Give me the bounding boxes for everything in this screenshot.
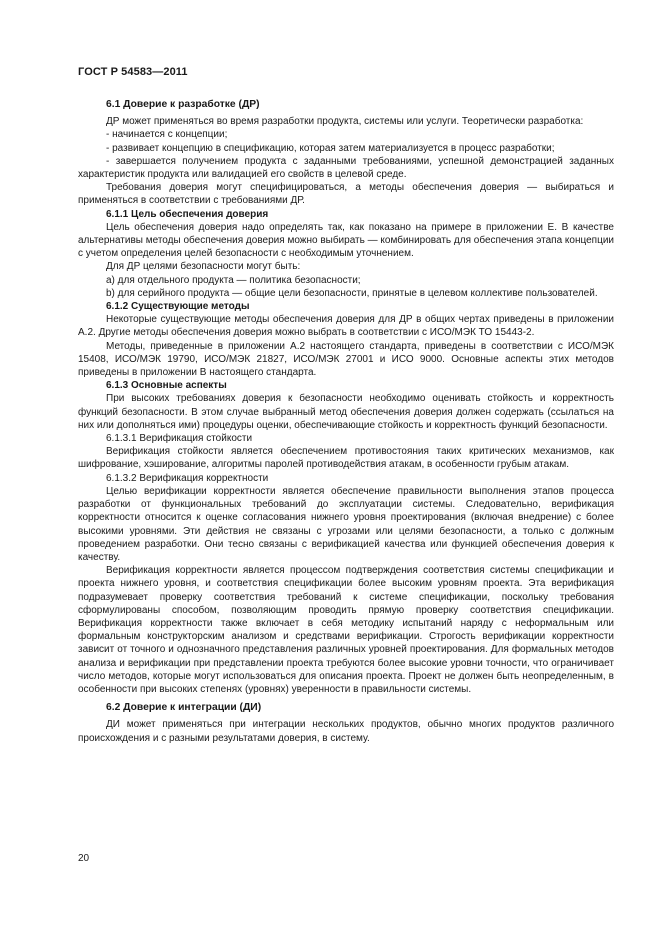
paragraph: Методы, приведенные в приложении А.2 настоящего стандарта, приведены в соответствии с ИСО/МЭК 15408, ИСО/МЭК 19790, ИСО/МЭК 21827, ИСО/МЭК 27001 и ИСО 9000. Основные аспекты этих методов приведены в приложении В настоящего стандарта.: [78, 340, 614, 379]
list-item: - развивает концепцию в спецификацию, которая затем материализуется в процесс разработки;: [106, 142, 555, 154]
paragraph: Верификация стойкости является обеспечением противостояния таких критических механизмов, как шифрование, хэширование, алгоритмы паролей противодействия атакам, в особенности грубым атакам.: [78, 446, 614, 471]
list-item: b) для серийного продукта — общие цели безопасности, принятые в целевом коллективе пользователей.: [106, 287, 598, 299]
paragraph: Некоторые существующие методы обеспечения доверия для ДР в общих чертах приведены в приложении А.2. Другие методы обеспечения доверия можно выбрать в соответствии с ИСО/МЭК ТО 15443-2.: [78, 314, 614, 339]
paragraph: ДИ может применяться при интеграции нескольких продуктов, обычно многих продуктов различного происхождения и с разными результатами доверия, в систему.: [78, 719, 614, 744]
list-item: a) для отдельного продукта — политика безопасности;: [106, 274, 361, 286]
document-code-header: ГОСТ Р 54583—2011: [78, 66, 188, 78]
document-body: [78, 98, 614, 745]
paragraph: Целью верификации корректности является обеспечение правильности выполнения этапов процесса разработки от функциональных требований до эксплуатации системы. Следовательно, верификация корректности относится к оценке согласования нижнего уровня проектирования (включая внедрение) с более высокими уровнями. Эти действия не связаны с угрозами или целями безопасности, а только с должным проведением разработки. Они тесно связаны с верификацией качества или функцией обеспечения доверия к качеству.: [78, 485, 614, 563]
paragraph: Для ДР целями безопасности могут быть:: [106, 261, 301, 273]
section-6-1-2-title: 6.1.2 Существующие методы: [106, 301, 250, 313]
section-6-1-3-1-title: 6.1.3.1 Верификация стойкости: [106, 433, 253, 445]
paragraph: ДР может применяться во время разработки продукта, системы или услуги. Теоретически разработка:: [106, 116, 584, 128]
paragraph: При высоких требованиях доверия к безопасности необходимо оценивать стойкость и корректность функций безопасности. В этом случае выбранный метод обеспечения доверия должен содержать (ссылаться на них или дополняться ими) процедуры оценки, обеспечивающие стойкость и корректность функций безопасности.: [78, 393, 614, 431]
section-6-2-title: 6.2 Доверие к интеграции (ДИ): [106, 702, 262, 714]
paragraph: Верификация корректности является процессом подтверждения соответствия системы спецификации и проекта нижнего уровня, и соответствия спецификации более высоким уровням проекта. Эта верификация подразумевает проверку соответствия требований к системе спецификации, поскольку требования сформулированы способом, позволяющим проводить прямую проверку соответствия спецификации. Верификация корректности также включает в себя методику испытаний наряду с неформальным или формальным конструкторским анализом и средствами верификации. Строгость верификации корректности зависит от точного и однозначного представления различных уровней проектирования. Для формальных методов анализа и верификации при представлении проекта требуются более высокие уровни точности, что ограничивает число методов, которые могут использоваться для описания проекта. Проект не должен быть неопределенным, в особенности при высоких степенях (уровнях) уверенности в правильности системы.: [78, 565, 614, 695]
list-item: - начинается с концепции;: [106, 129, 228, 141]
list-item: - завершается получением продукта с заданными требованиями, успешной демонстрацией заданных характеристик продукта или валидацией его свойств в целевой среде.: [78, 155, 614, 181]
section-6-1-3-2-title: 6.1.3.2 Верификация корректности: [106, 472, 269, 484]
paragraph: Требования доверия могут специфицироваться, а методы обеспечения доверия — выбираться и применяться в соответствии с требованиями ДР.: [78, 182, 614, 207]
section-6-1-1-title: 6.1.1 Цель обеспечения доверия: [106, 208, 269, 220]
section-6-1-title: 6.1 Доверие к разработке (ДР): [106, 99, 260, 110]
page-number: 20: [78, 853, 90, 864]
paragraph: Цель обеспечения доверия надо определять так, как показано на примере в приложении Е. В качестве альтернативы методы обеспечения доверия можно выбирать — комбинировать для обеспечения этапа концепции с учетом определения целей безопасности с необходимым уточнением.: [78, 221, 614, 260]
section-6-1-3-title: 6.1.3 Основные аспекты: [106, 380, 227, 392]
